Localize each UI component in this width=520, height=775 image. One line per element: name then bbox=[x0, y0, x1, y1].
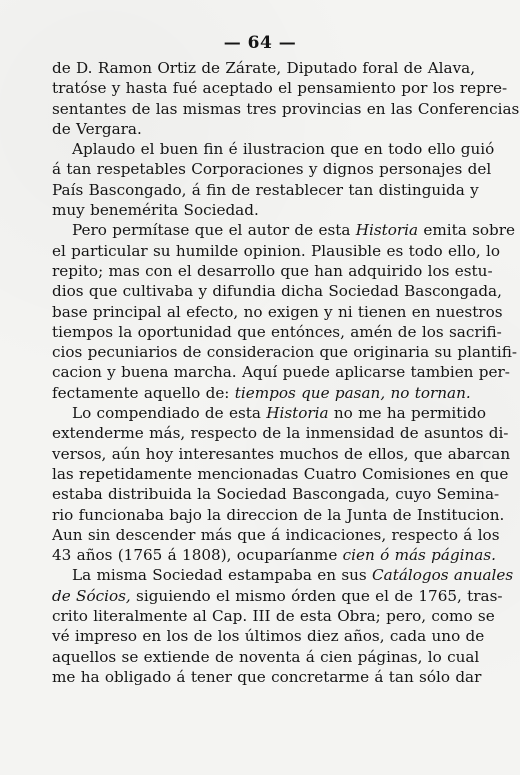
body-text bbox=[52, 58, 520, 687]
text-line: fectamente aquello de: tiempos que pasan, no tornan. bbox=[52, 383, 471, 402]
text-line: versos, aún hoy interesantes muchos de ellos, que abarcan bbox=[52, 444, 511, 463]
paragraph-first-line: La misma Sociedad estampaba en sus Catálogos anuales bbox=[72, 566, 514, 585]
italic-title: Catálogos anuales bbox=[372, 566, 514, 585]
text-line: rio funcionaba bajo la direccion de la Junta de Institucion. bbox=[52, 505, 505, 524]
text-line: me ha obligado á tener que concretarme á tan sólo dar bbox=[52, 667, 482, 686]
text-line: dios que cultivaba y difundia dicha Sociedad Bascongada, bbox=[52, 282, 502, 301]
text-line: sentantes de las mismas tres provincias en las Conferencias bbox=[52, 99, 520, 118]
text-line: base principal al efecto, no exigen y ni tienen en nuestros bbox=[52, 302, 503, 321]
text-line: de D. Ramon Ortiz de Zárate, Diputado foral de Alava, bbox=[52, 59, 476, 77]
paragraph-first-line: Lo compendiado de esta Historia no me ha permitido bbox=[72, 404, 487, 423]
page-number: — 64 — bbox=[223, 33, 297, 53]
paragraph-first-line: Pero permítase que el autor de esta Historia emita sobre bbox=[72, 221, 516, 240]
text-line: el particular su humilde opinion. Plausible es todo ello, lo bbox=[52, 241, 501, 260]
italic-title: de Sócios, bbox=[52, 586, 131, 605]
paragraph-first-line: Aplaudo el buen fin é ilustracion que en todo ello guió bbox=[72, 140, 495, 159]
text-line: crito literalmente al Cap. III de esta Obra; pero, como se bbox=[52, 607, 495, 626]
text-line: de Vergara. bbox=[52, 119, 142, 138]
italic-title: Historia bbox=[266, 404, 329, 423]
italic-phrase: cien ó más páginas. bbox=[342, 546, 496, 565]
text-line: aquellos se extiende de noventa á cien páginas, lo cual bbox=[52, 647, 480, 666]
text-line: tiempos la oportunidad que entónces, amén de los sacrifi- bbox=[52, 322, 502, 341]
text-line: á tan respetables Corporaciones y dignos personajes del bbox=[52, 160, 492, 179]
text-line: estaba distribuida la Sociedad Bascongada, cuyo Semina- bbox=[52, 485, 500, 504]
text-line: cios pecuniarios de consideracion que originaria su plantifi- bbox=[52, 343, 517, 362]
text-line: País Bascongado, á fin de restablecer tan distinguida y bbox=[52, 180, 479, 199]
text-line: repito; mas con el desarrollo que han adquirido los estu- bbox=[52, 261, 493, 280]
text-line: Aun sin descender más que á indicaciones, respecto á los bbox=[52, 525, 500, 544]
text-line: tratóse y hasta fué aceptado el pensamiento por los repre- bbox=[52, 79, 508, 98]
text-line: 43 años (1765 á 1808), ocuparíanme cien ó más páginas. bbox=[52, 546, 496, 565]
text-line: las repetidamente mencionadas Cuatro Comisiones en que bbox=[52, 464, 509, 483]
text-line: extenderme más, respecto de la inmensidad de asuntos di- bbox=[52, 424, 509, 443]
italic-title: Historia bbox=[355, 221, 419, 240]
text-line: cacion y buena marcha. Aquí puede aplicarse tambien per- bbox=[52, 363, 510, 382]
text-line: de Sócios, siguiendo el mismo órden que el de 1765, tras- bbox=[52, 586, 503, 605]
text-line: muy benemérita Sociedad. bbox=[52, 201, 259, 220]
italic-quote: tiempos que pasan, no tornan. bbox=[234, 383, 471, 402]
text-line: vé impreso en los de los últimos diez años, cada uno de bbox=[52, 627, 485, 646]
